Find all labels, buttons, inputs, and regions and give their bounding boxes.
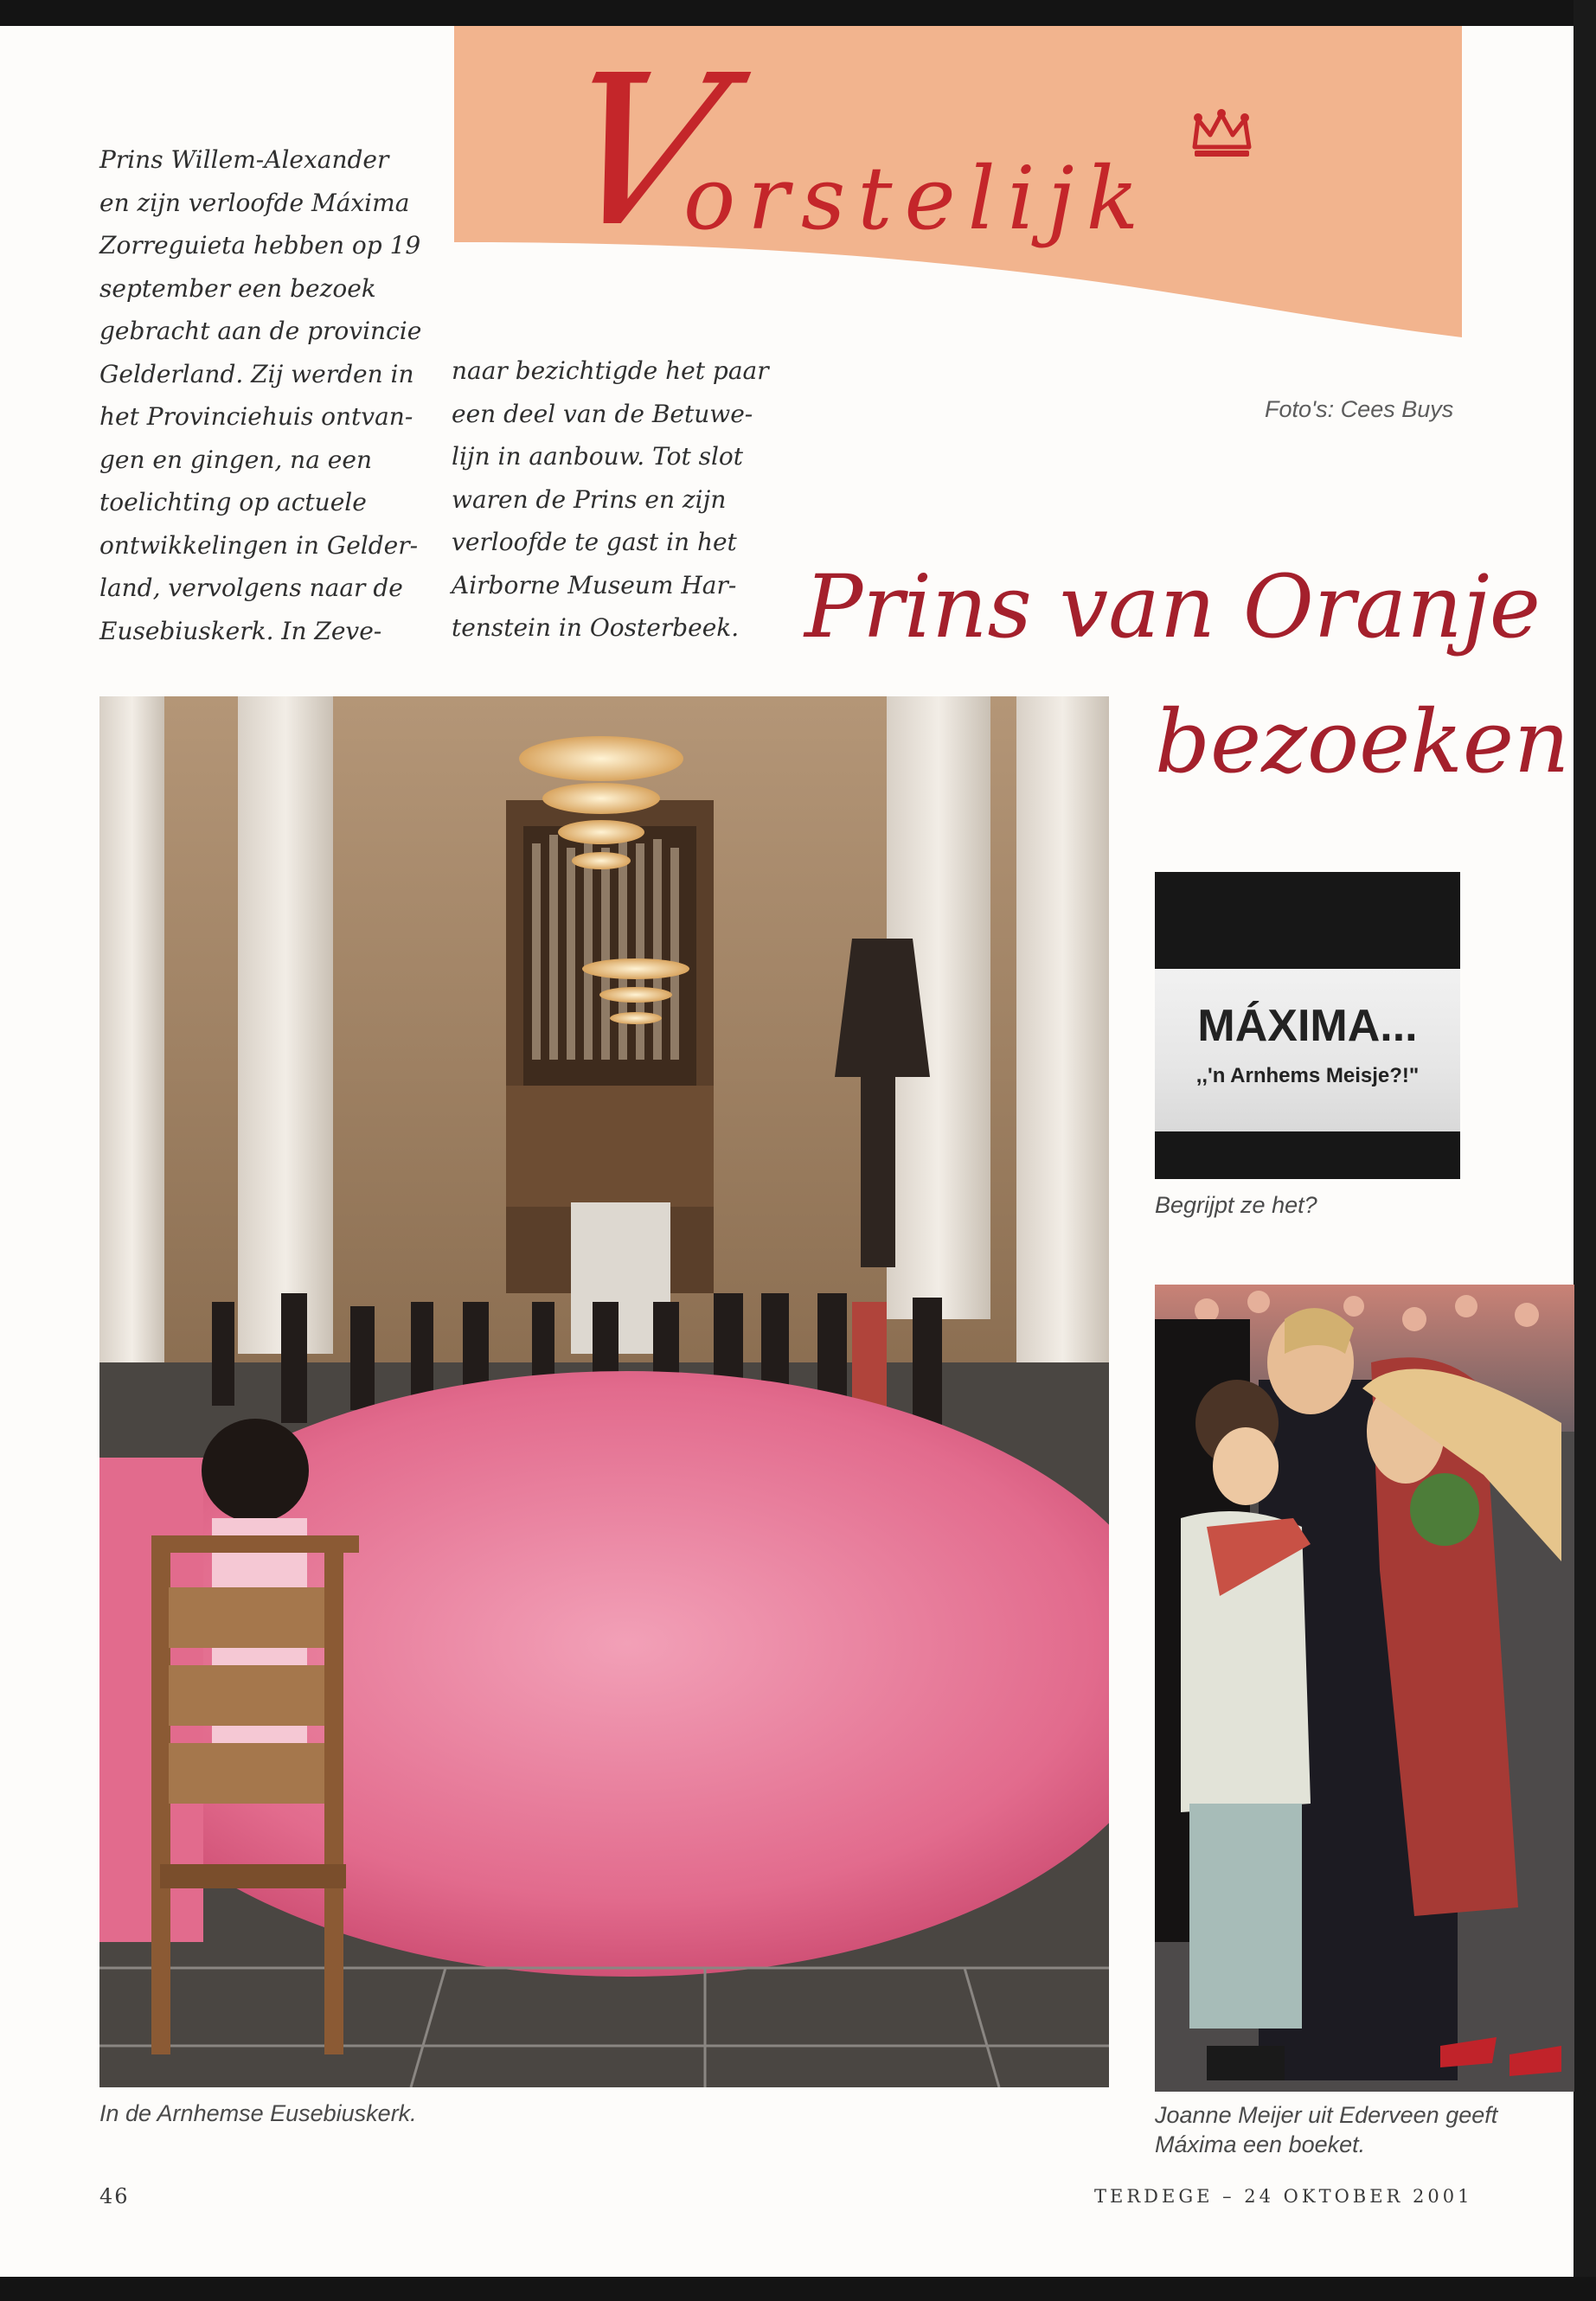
intro-line: lijn in aanbouw. Tot slot	[452, 442, 744, 471]
headline-line-1: Prins van Oranje	[804, 556, 1541, 657]
sign-photo-caption: Begrijpt ze het?	[1155, 1192, 1317, 1218]
intro-column-1	[99, 138, 441, 652]
intro-line: gen en gingen, na een	[99, 445, 372, 474]
street-photo	[1155, 1285, 1574, 2092]
intro-line: september een bezoek	[99, 273, 376, 303]
scan-border-right	[1574, 0, 1596, 2301]
intro-line: tenstein in Oosterbeek.	[452, 613, 740, 642]
intro-line: ontwikkelingen in Gelder-	[99, 530, 419, 560]
intro-line: Airborne Museum Har-	[452, 570, 737, 599]
intro-line: een deel van de Betuwe-	[452, 399, 753, 428]
scan-border-top	[0, 0, 1596, 26]
intro-column-2	[452, 349, 780, 650]
intro-line: Eusebiuskerk. In Zeve-	[99, 616, 382, 645]
caption-line: Máxima een boeket.	[1155, 2131, 1366, 2157]
intro-line: gebracht aan de provincie	[99, 317, 422, 345]
page-number: 46	[99, 2184, 130, 2208]
intro-line: land, vervolgens naar de	[99, 574, 403, 602]
intro-line: toelichting op actuele	[99, 488, 367, 516]
sign-subtitle: ,,'n Arnhems Meisje?!"	[1195, 1064, 1420, 1087]
intro-line: het Provinciehuis ontvan-	[99, 402, 413, 431]
main-photo-caption: In de Arnhemse Eusebiuskerk.	[99, 2100, 417, 2126]
section-title: orstelijk	[683, 148, 1151, 249]
intro-line: verloofde te gast in het	[452, 528, 737, 556]
intro-line: waren de Prins en zijn	[452, 484, 727, 514]
street-photo-caption	[1155, 2100, 1561, 2159]
intro-line: Prins Willem-Alexander	[99, 145, 389, 174]
scan-border-bottom	[0, 2277, 1596, 2301]
sign-title: MÁXIMA...	[1197, 1001, 1418, 1051]
caption-line: Joanne Meijer uit Ederveen geeft	[1155, 2102, 1498, 2128]
crown-icon	[1189, 109, 1254, 161]
photo-credit: Foto's: Cees Buys	[1265, 396, 1454, 422]
intro-line: en zijn verloofde Máxima	[99, 188, 410, 217]
publication-footer: TERDEGE – 24 OKTOBER 2001	[1094, 2186, 1473, 2207]
church-interior-photo	[99, 696, 1109, 2087]
intro-line: naar bezichtigde het paar	[452, 356, 769, 385]
intro-line: Gelderland. Zij werden in	[99, 359, 414, 388]
intro-line: Zorreguieta hebben op 19	[99, 231, 421, 260]
banner-sign-photo	[1155, 872, 1460, 1179]
headline-line-2: bezoeken	[1155, 691, 1570, 792]
banner-initial-letter: V	[541, 30, 743, 272]
